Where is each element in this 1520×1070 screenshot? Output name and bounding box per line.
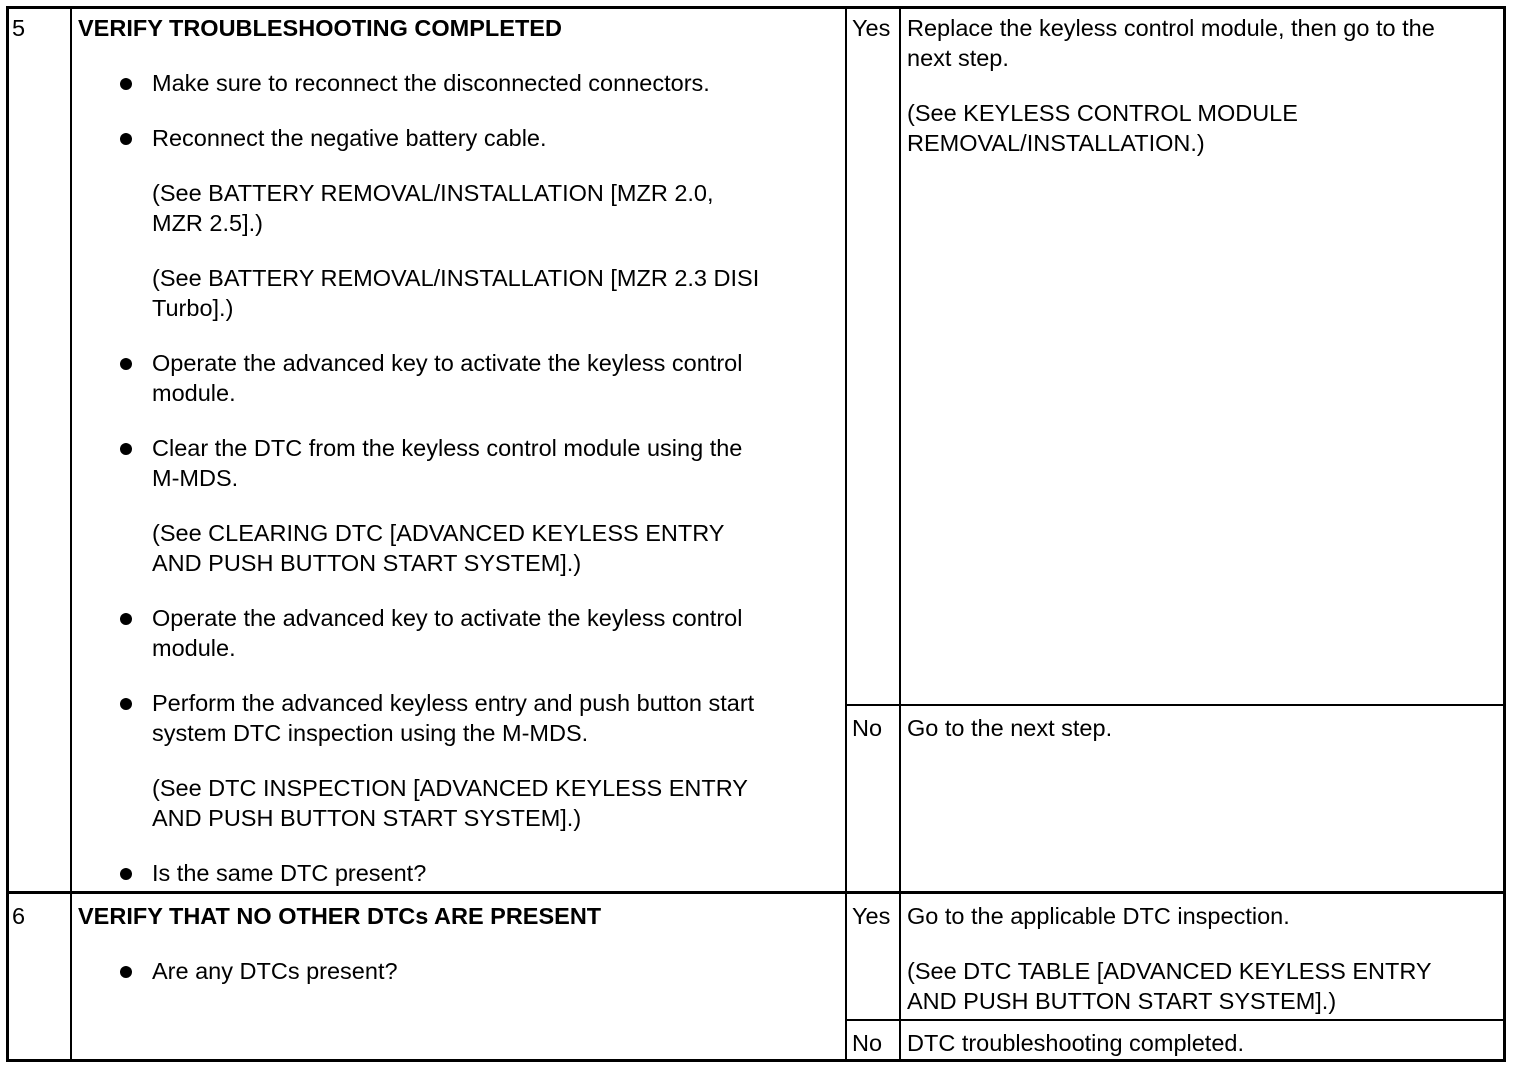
result-text-line: DTC troubleshooting completed.	[907, 1030, 1245, 1056]
answer-yes: Yes	[852, 903, 891, 929]
reference-line: AND PUSH BUTTON START SYSTEM].)	[152, 550, 582, 576]
answer-no: No	[852, 1030, 883, 1056]
step-title: VERIFY THAT NO OTHER DTCs ARE PRESENT	[78, 903, 602, 929]
action-item-line: system DTC inspection using the M-MDS.	[152, 720, 589, 746]
bullet-icon	[120, 133, 132, 145]
row-divider-step5-step6	[6, 891, 1506, 894]
bullet-icon	[120, 78, 132, 90]
row-divider-step5-yes-no	[845, 704, 1506, 706]
result-text-line: Go to the next step.	[907, 715, 1113, 741]
reference-line: Turbo].)	[152, 295, 234, 321]
column-divider-action	[845, 6, 847, 1062]
row-divider-step6-yes-no	[845, 1019, 1506, 1021]
action-item-line: Operate the advanced key to activate the keyless control	[152, 605, 743, 631]
action-item-line: M-MDS.	[152, 465, 239, 491]
action-item-line: Perform the advanced keyless entry and push button start	[152, 690, 755, 716]
step-title: VERIFY TROUBLESHOOTING COMPLETED	[78, 15, 562, 41]
action-item-line: Reconnect the negative battery cable.	[152, 125, 547, 151]
reference-line: (See CLEARING DTC [ADVANCED KEYLESS ENTRY	[152, 520, 725, 546]
action-item-line: module.	[152, 380, 236, 406]
result-reference-line: (See KEYLESS CONTROL MODULE	[907, 100, 1298, 126]
result-reference-line: AND PUSH BUTTON START SYSTEM].)	[907, 988, 1337, 1014]
action-item-line: Is the same DTC present?	[152, 860, 427, 886]
action-item-line: module.	[152, 635, 236, 661]
column-divider-step	[70, 6, 72, 1062]
bullet-icon	[120, 358, 132, 370]
bullet-icon	[120, 966, 132, 978]
action-item-line: Make sure to reconnect the disconnected connectors.	[152, 70, 710, 96]
reference-line: (See BATTERY REMOVAL/INSTALLATION [MZR 2.0,	[152, 180, 714, 206]
reference-line: (See BATTERY REMOVAL/INSTALLATION [MZR 2.3 DISI	[152, 265, 760, 291]
action-item-line: Are any DTCs present?	[152, 958, 398, 984]
column-divider-answer	[899, 6, 901, 1062]
result-reference-line: REMOVAL/INSTALLATION.)	[907, 130, 1205, 156]
reference-line: AND PUSH BUTTON START SYSTEM].)	[152, 805, 582, 831]
result-text-line: Go to the applicable DTC inspection.	[907, 903, 1290, 929]
bullet-icon	[120, 698, 132, 710]
bullet-icon	[120, 613, 132, 625]
reference-line: (See DTC INSPECTION [ADVANCED KEYLESS ENTRY	[152, 775, 748, 801]
action-item-line: Clear the DTC from the keyless control module using the	[152, 435, 743, 461]
result-text-line: next step.	[907, 45, 1009, 71]
answer-yes: Yes	[852, 15, 891, 41]
bullet-icon	[120, 868, 132, 880]
action-item-line: Operate the advanced key to activate the keyless control	[152, 350, 743, 376]
result-text-line: Replace the keyless control module, then go to the	[907, 15, 1435, 41]
step-number: 6	[12, 903, 26, 929]
reference-line: MZR 2.5].)	[152, 210, 263, 236]
answer-no: No	[852, 715, 883, 741]
step-number: 5	[12, 15, 26, 41]
bullet-icon	[120, 443, 132, 455]
result-reference-line: (See DTC TABLE [ADVANCED KEYLESS ENTRY	[907, 958, 1432, 984]
